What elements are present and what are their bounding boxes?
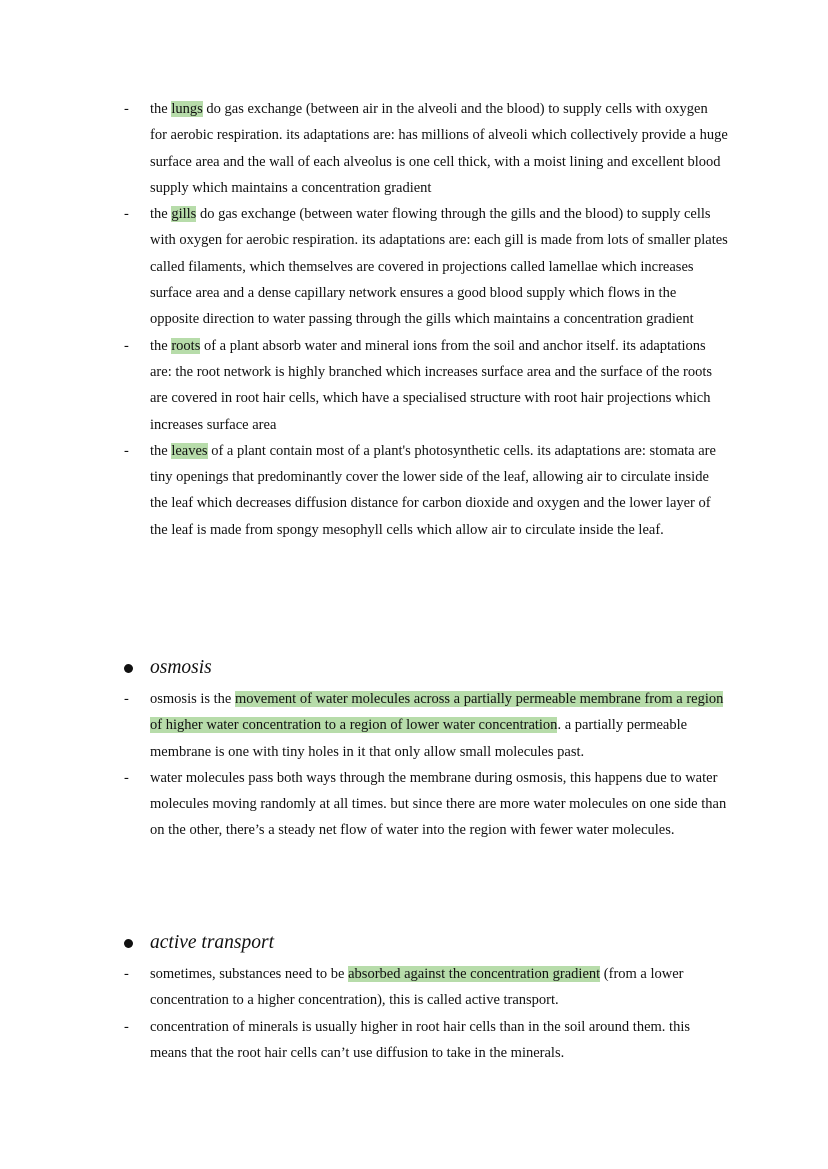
highlight: roots xyxy=(171,337,201,354)
list-item xyxy=(0,1014,728,1067)
list-item-roots xyxy=(0,333,728,438)
list-item-leaves xyxy=(0,438,728,543)
dash-marker: - xyxy=(124,101,129,117)
osmosis-list xyxy=(0,686,828,844)
list-item-text: the leaves of a plant contain most of a plant's photosynthetic cells. its adaptations are: stomata are tiny openings that predominantly cover the lower side of the leaf, allowing air to circulate inside the leaf which decreases diffusion distance for carbon dioxide and oxygen and the lower layer of the leaf is made from spongy mesophyll cells which allow air to circulate inside the leaf. xyxy=(150,442,716,538)
list-item xyxy=(0,765,728,844)
dash-marker: - xyxy=(124,691,129,707)
list-item xyxy=(0,961,728,1014)
list-item-text: the gills do gas exchange (between water flowing through the gills and the blood) to supply cells with oxygen for aerobic respiration. its adaptations are: each gill is made from lots of smaller plates called filaments, which themselves are covered in projections called lamellae which increases surface area and a dense capillary network ensures a good blood supply which flows in the opposite direction to water passing through the gills which maintains a concentration gradient xyxy=(150,206,728,328)
highlight: leaves xyxy=(171,442,208,459)
list-item-text: sometimes, substances need to be absorbed against the concentration gradient (from a lower concentration to a higher concentration), this is called active transport. xyxy=(150,966,684,1009)
section-heading: osmosis xyxy=(150,657,212,678)
bullet-icon xyxy=(124,664,133,673)
list-item-text: water molecules pass both ways through the membrane during osmosis, this happens due to water molecules moving randomly at all times. but since there are more water molecules on one side than on the other, there’s a steady net flow of water into the region with fewer water molecules. xyxy=(150,769,727,839)
list-item-text: the roots of a plant absorb water and mineral ions from the soil and anchor itself. its adaptations are: the root network is highly branched which increases surface area and the surface of the roots are covered in root hair cells, which have a specialised structure with root hair projections which increases surface area xyxy=(150,337,713,433)
highlight: gills xyxy=(171,206,197,223)
active-transport-heading xyxy=(0,929,828,959)
bullet-icon xyxy=(124,939,133,948)
dash-marker: - xyxy=(124,966,129,982)
highlight: absorbed against the concentration gradient xyxy=(348,966,601,982)
list-item xyxy=(0,686,728,765)
list-item-lungs xyxy=(0,96,728,201)
dash-marker: - xyxy=(124,442,129,459)
highlight: movement of water molecules across a partially permeable membrane from a region of higher water concentration to a region of lower water concentration xyxy=(150,691,724,734)
highlight: lungs xyxy=(171,101,203,117)
list-item-text: osmosis is the movement of water molecules across a partially permeable membrane from a region of higher water concentration to a region of lower water concentration. a partially permeable membrane is one with tiny holes in it that only allow small molecules past. xyxy=(150,691,724,760)
dash-marker: - xyxy=(124,206,129,223)
dash-marker: - xyxy=(124,769,129,786)
dash-marker: - xyxy=(124,1018,129,1035)
osmosis-heading xyxy=(0,654,828,684)
list-item-gills xyxy=(0,201,728,332)
organ-adaptations-list xyxy=(0,96,828,543)
section-heading: active transport xyxy=(150,932,275,953)
list-item-text: concentration of minerals is usually higher in root hair cells than in the soil around them. this means that the root hair cells can’t use diffusion to take in the minerals. xyxy=(150,1018,691,1061)
list-item-text: the lungs do gas exchange (between air in the alveoli and the blood) to supply cells with oxygen for aerobic respiration. its adaptations are: has millions of alveoli which collectively provide a huge surface area and the wall of each alveolus is one cell thick, with a moist lining and excellent blood supply which maintains a concentration gradient xyxy=(150,101,728,196)
dash-marker: - xyxy=(124,337,129,354)
active-transport-list xyxy=(0,961,828,1066)
